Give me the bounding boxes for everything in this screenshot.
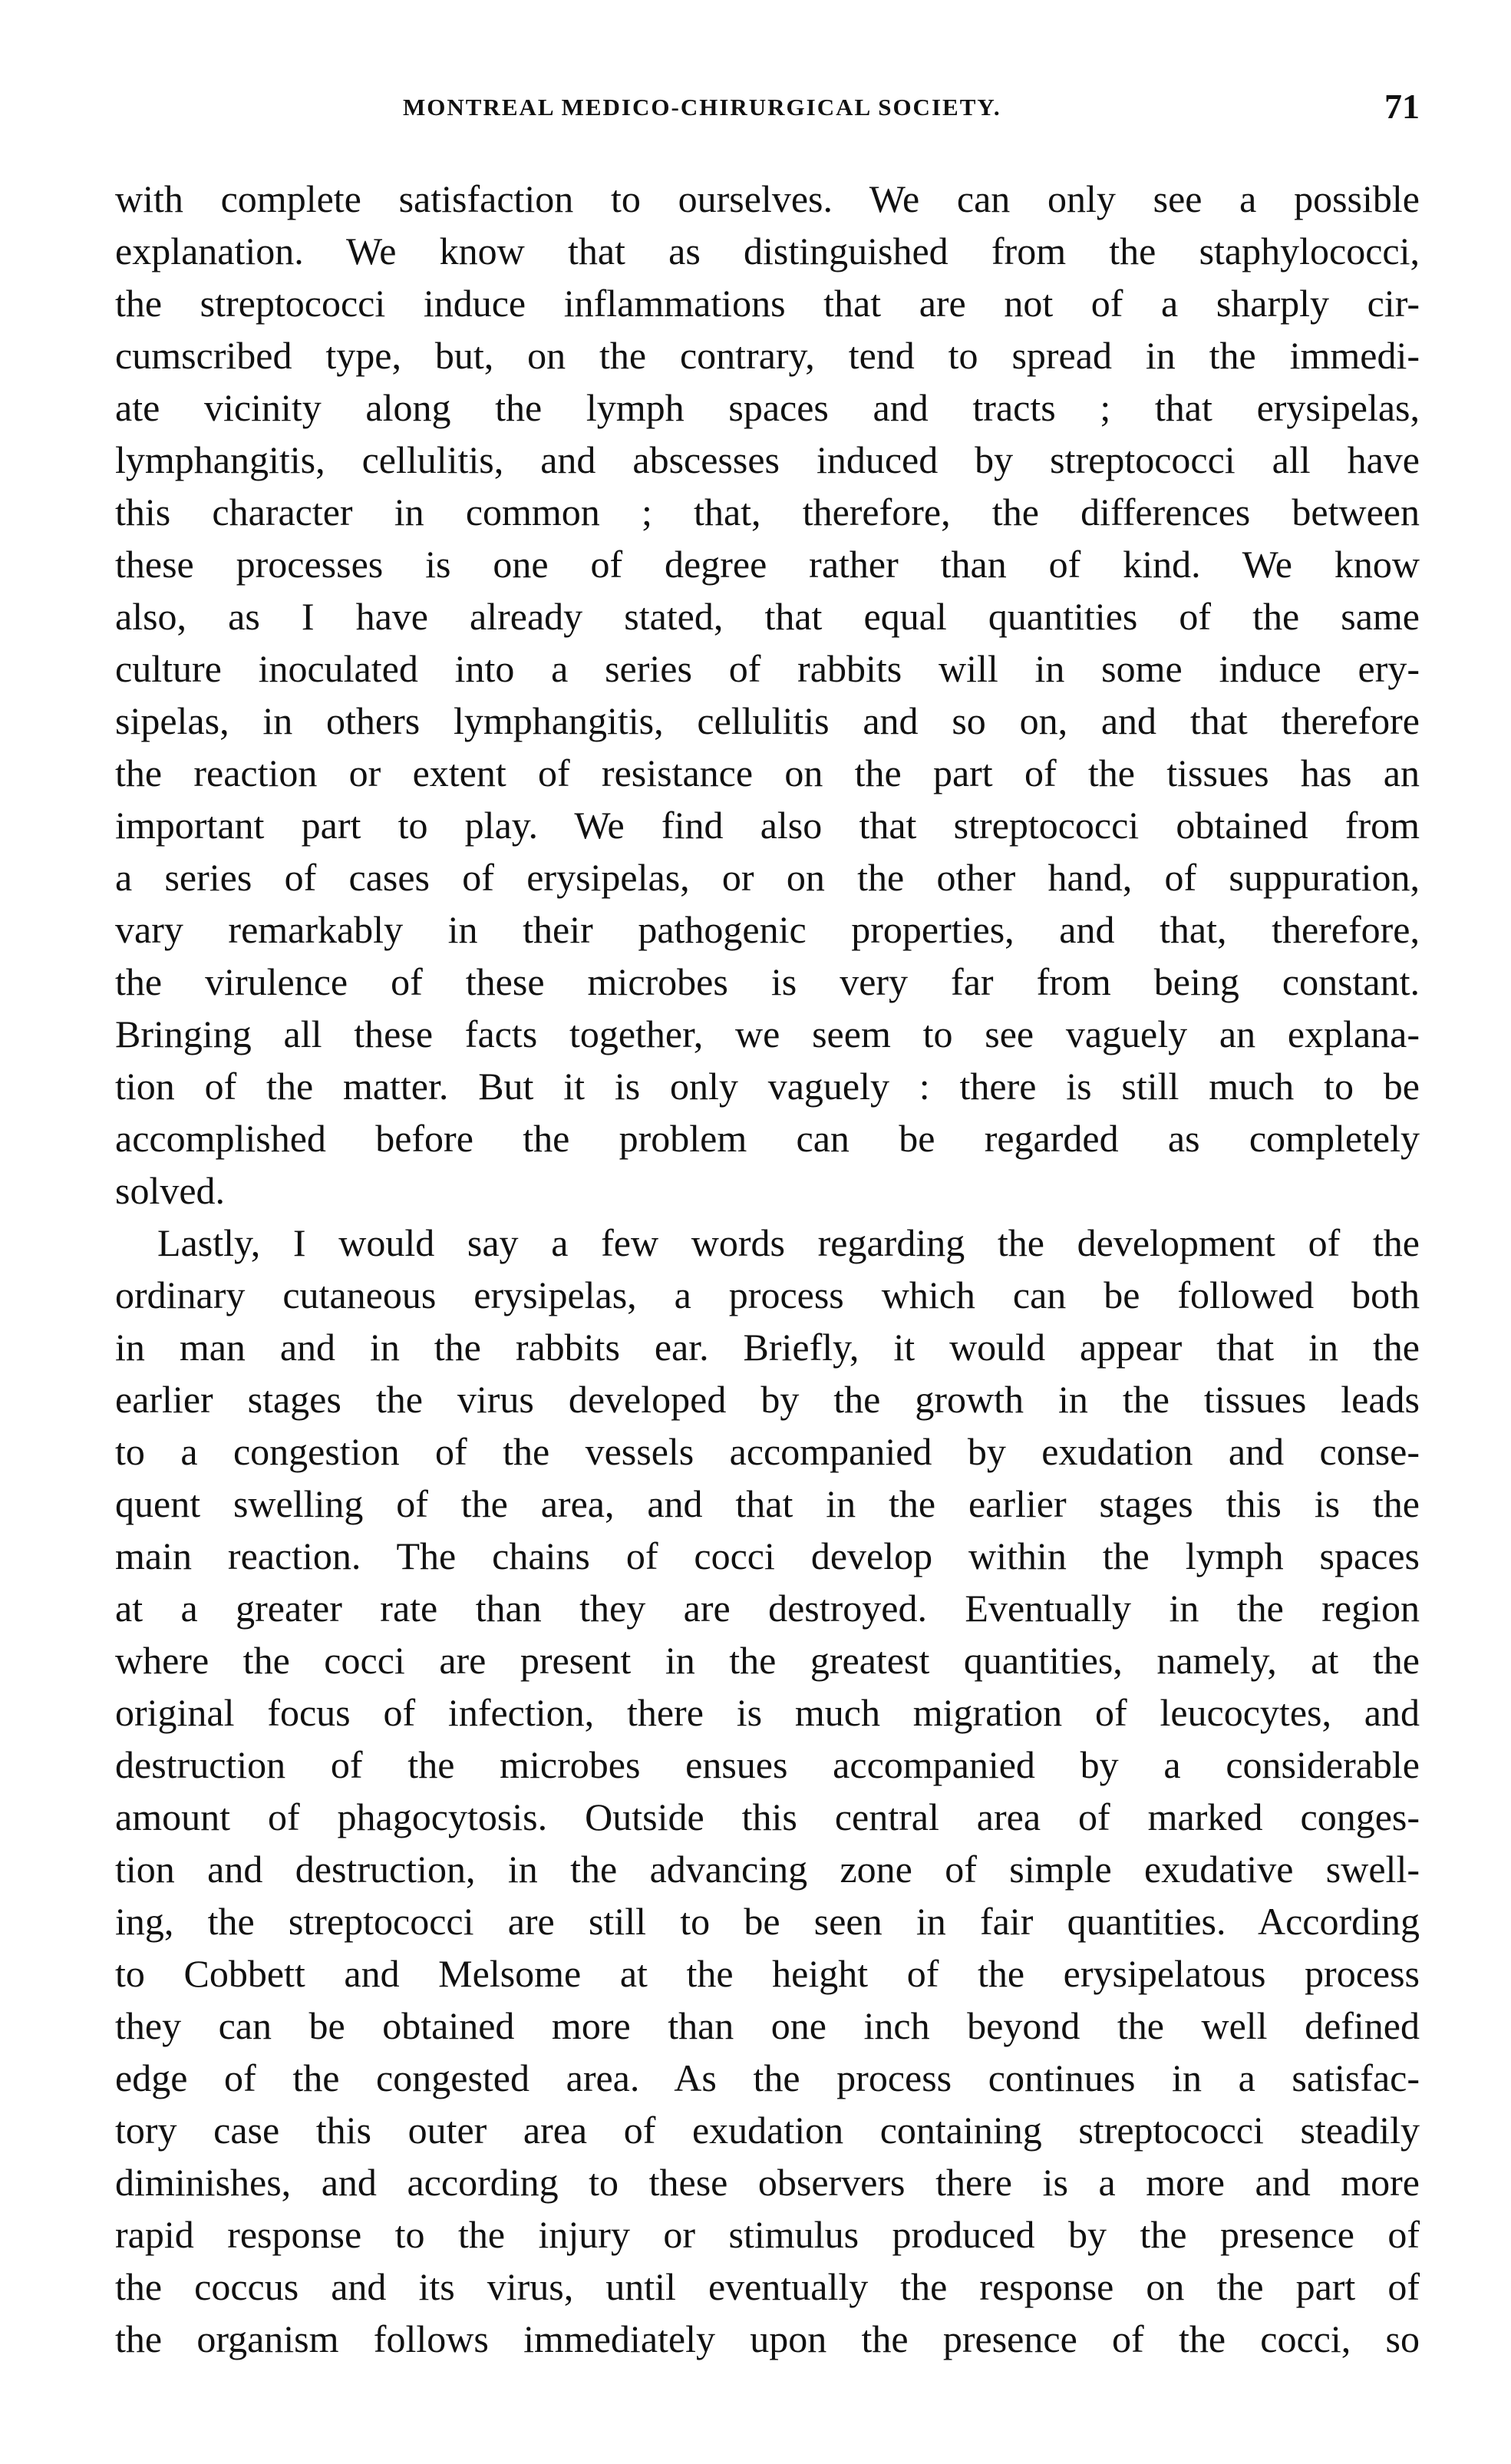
text-line: rapid response to the injury or stimulus produced by the presence of [115, 2213, 1420, 2256]
text-line: the streptococci induce inflammations that are not of a sharply cir- [115, 282, 1420, 325]
text-line: tion of the matter. But it is only vaguely : there is still much to be [115, 1065, 1420, 1108]
text-line: culture inoculated into a series of rabbits will in some induce ery- [115, 647, 1420, 690]
text-line: to Cobbett and Melsome at the height of the erysipelatous process [115, 1952, 1420, 1995]
text-line: where the cocci are present in the greatest quantities, namely, at the [115, 1639, 1420, 1682]
text-line: ate vicinity along the lymph spaces and tracts ; that erysipelas, [115, 386, 1420, 429]
text-line: this character in common ; that, therefore, the differences between [115, 490, 1420, 533]
text-line: explanation. We know that as distinguished from the staphylococci, [115, 230, 1420, 272]
running-head [115, 87, 1420, 140]
text-line: lymphangitis, cellulitis, and abscesses induced by streptococci all have [115, 438, 1420, 481]
paragraph-2 [115, 1217, 1420, 2365]
text-line: at a greater rate than they are destroyed. Eventually in the region [115, 1587, 1420, 1630]
text-line: important part to play. We find also that streptococci obtained from [115, 804, 1420, 847]
paragraph-1 [115, 173, 1420, 1217]
text-line: the virulence of these microbes is very far from being constant. [115, 960, 1420, 1003]
text-line: edge of the congested area. As the process continues in a satisfac- [115, 2056, 1420, 2099]
text-line: original focus of infection, there is much migration of leucocytes, and [115, 1691, 1420, 1734]
text-line: amount of phagocytosis. Outside this central area of marked conges- [115, 1795, 1420, 1838]
text-line: earlier stages the virus developed by the growth in the tissues leads [115, 1378, 1420, 1421]
text-line: tory case this outer area of exudation containing streptococci steadily [115, 2109, 1420, 2152]
text-line: to a congestion of the vessels accompanied by exudation and conse- [115, 1430, 1420, 1473]
text-line: destruction of the microbes ensues accompanied by a considerable [115, 1743, 1420, 1786]
text-line: tion and destruction, in the advancing zone of simple exudative swell- [115, 1848, 1420, 1891]
text-line: the organism follows immediately upon the presence of the cocci, so [115, 2317, 1420, 2360]
text-line: diminishes, and according to these observers there is a more and more [115, 2161, 1420, 2204]
text-line: ordinary cutaneous erysipelas, a process which can be followed both [115, 1273, 1420, 1316]
body-text [115, 173, 1420, 2365]
text-line: also, as I have already stated, that equal quantities of the same [115, 595, 1420, 638]
text-line: sipelas, in others lymphangitis, cellulitis and so on, and that therefore [115, 699, 1420, 742]
text-line: with complete satisfaction to ourselves. We can only see a possible [115, 177, 1420, 220]
text-line: the reaction or extent of resistance on the part of the tissues has an [115, 751, 1420, 794]
text-line: main reaction. The chains of cocci develop within the lymph spaces [115, 1534, 1420, 1577]
text-line: the coccus and its virus, until eventually the response on the part of [115, 2265, 1420, 2308]
text-line: these processes is one of degree rather than of kind. We know [115, 543, 1420, 586]
text-line: a series of cases of erysipelas, or on the other hand, of suppuration, [115, 856, 1420, 899]
text-line: accomplished before the problem can be regarded as completely [115, 1117, 1420, 1160]
text-line: ing, the streptococci are still to be seen in fair quantities. According [115, 1900, 1420, 1943]
text-line: Bringing all these facts together, we seem to see vaguely an explana- [115, 1012, 1420, 1055]
page-number: 71 [1384, 87, 1420, 126]
text-line: in man and in the rabbits ear. Briefly, it would appear that in the [115, 1326, 1420, 1369]
text-line: quent swelling of the area, and that in the earlier stages this is the [115, 1482, 1420, 1525]
text-line: cumscribed type, but, on the contrary, tend to spread in the immedi- [115, 334, 1420, 377]
text-line: solved. [115, 1169, 226, 1212]
text-line: Lastly, I would say a few words regarding the development of the [157, 1221, 1420, 1264]
text-line: they can be obtained more than one inch beyond the well defined [115, 2004, 1420, 2047]
text-line: vary remarkably in their pathogenic properties, and that, therefore, [115, 908, 1420, 951]
running-title: MONTREAL MEDICO-CHIRURGICAL SOCIETY. [403, 94, 1001, 121]
